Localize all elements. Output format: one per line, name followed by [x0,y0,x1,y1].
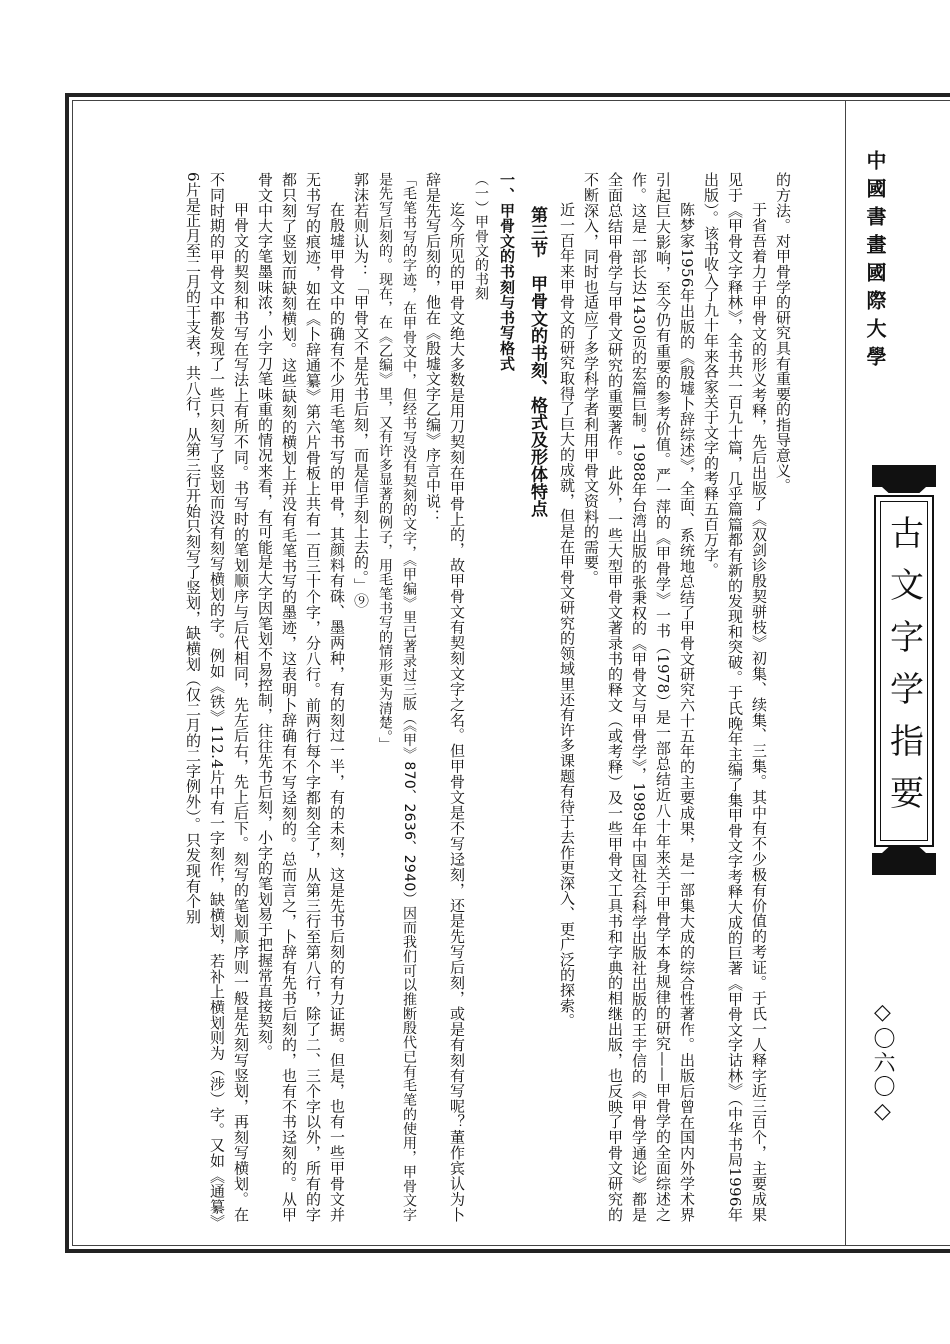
paragraph: 于省吾着力于甲骨文的形义考释，先后出版了《双剑诊殷契骈枝》初集、续集、三集。其中有不少极有价值的考证。于氏一人释字近三百个，主要成果见于《甲骨文字释林》，全书共一百九十篇，几乎篇篇都有新的发现和突破。于氏晚年主编了集甲骨文字考释大成的巨著《甲骨文字诂林》（中华书局1996年出版）。该书收入了九十年来各家关于文字的考释五百万字。 [702,172,768,1222]
section-heading: 第三节 甲骨文的书刻、格式及形体特点 [527,206,547,518]
university-name: 中國書畫國際大學 [863,150,887,374]
paragraph: 近一百年来甲骨文的研究取得了巨大的成就，但是在甲骨文研究的领域里还有许多课题有待于去作更深入、更广泛的探索。 [558,202,576,1029]
book-title: 古文字学指要 [883,515,924,827]
paragraph: 陈梦家1956年出版的《殷墟卜辞综述》，全面、系统地总结了甲骨文研究六十五年的主要成果，是一部集大成的综合性著作。出版后曾在国内外学术界引起巨大影响，至今仍有重要的参考价值。严一萍的《甲骨学》一书（1978）是一部总结近八十年来关于甲骨学本身规律的研究——甲骨学的全面综述之作。这是一部长达1430页的宏篇巨制。1988年台湾出版的张秉权的《甲骨文与甲骨学》，1989年中国社会科学出版社出版的王宇信的《甲骨学通论》都是全面总结甲骨学与甲骨文研究的重要著作。此外，一些大型甲骨文著录书的释文（或考释）及一些甲骨文工具书和字典的相继出版，也反映了甲骨文研究的不断深入，同时也适应了多学科学者利用甲骨文资料的需要。 [582,172,696,1222]
paragraph: 郭沫若则认为：「甲骨文不是先书后刻，而是信手刻上去的。」⑨ [352,172,370,609]
paragraph: 甲骨文的契刻和书写在写法上有所不同。书写时的笔划顺序与后代相同，先左后右，先上后下。刻写的笔划顺序则一般是先刻写竖划，再刻写横划。在不同时期的甲骨文中都发现了一些只刻写了竖划而没有刻写横划的字。例如《铁》112.4片中有一字刻作，缺横划，若补上横划则为（涉）字。又如《通纂》6片是正月至二月的干支表，共八行，从第三行开始只刻写了竖划，缺横划（仅二月的二字例外）。只发现有个别 [184,172,250,1222]
paragraph: 的方法。对甲骨学的研究具有重要的指导意义。 [774,172,792,494]
book-title-box [874,495,934,847]
main-text [115,172,795,1222]
sidebar-divider [845,100,846,1246]
paragraph: 迄今所见的甲骨文绝大多数是用刀契刻在甲骨上的，故甲骨文有契刻文字之名。但甲骨文是不写迳刻，还是先写后刻，或是有刻有写呢？董作宾认为卜辞是先写后刻的，他在《殷墟文字乙编》序言中说： [424,172,466,1222]
block-quote: 「毛笔书写的字迹，在甲骨文中，但经书写没有契刻的文字，《甲编》里已著录过三版（《甲》870、2636、2940）因而我们可以推断殷代已有毛笔的使用，甲骨文字是先写后刻的。现在，在《乙编》里，又有许多显著的例子，用毛笔书写的情形更为清楚。」 [377,172,417,1222]
sub-heading: 一、甲骨文的书刻与书写格式 [498,172,516,371]
small-heading: （一）甲骨文的书刻 [473,172,489,301]
title-cap-top [872,465,936,487]
page-number: ◇〇六〇◇ [870,1000,895,1126]
title-cap-bottom [872,853,936,875]
paragraph: 在殷墟甲骨文中的确有不少用毛笔书写的甲骨，其颜料有硃、墨两种，有的刻过一半，有的未刻，这是先书后刻的有力证据。但是，也有一些甲骨文并无书写的痕迹，如在《卜辞通纂》第六片骨板上共有一百三十个字，分八行。前两行每个字都刻全了，从第三行至第八行，除了二、三个字以外，所有的字都只刻了竖划而缺刻横划。这些缺刻的横划上并没有毛笔书写的墨迹，这表明卜辞确有不写迳刻的。总而言之，卜辞有先书后刻的，也有不书迳刻的。从甲骨文中大字笔墨味浓，小字刀笔味重的情况来看，有可能是大字因笔划不易控制，往往先书后刻，小字的笔划易于把握常直接契刻。 [256,172,346,1222]
